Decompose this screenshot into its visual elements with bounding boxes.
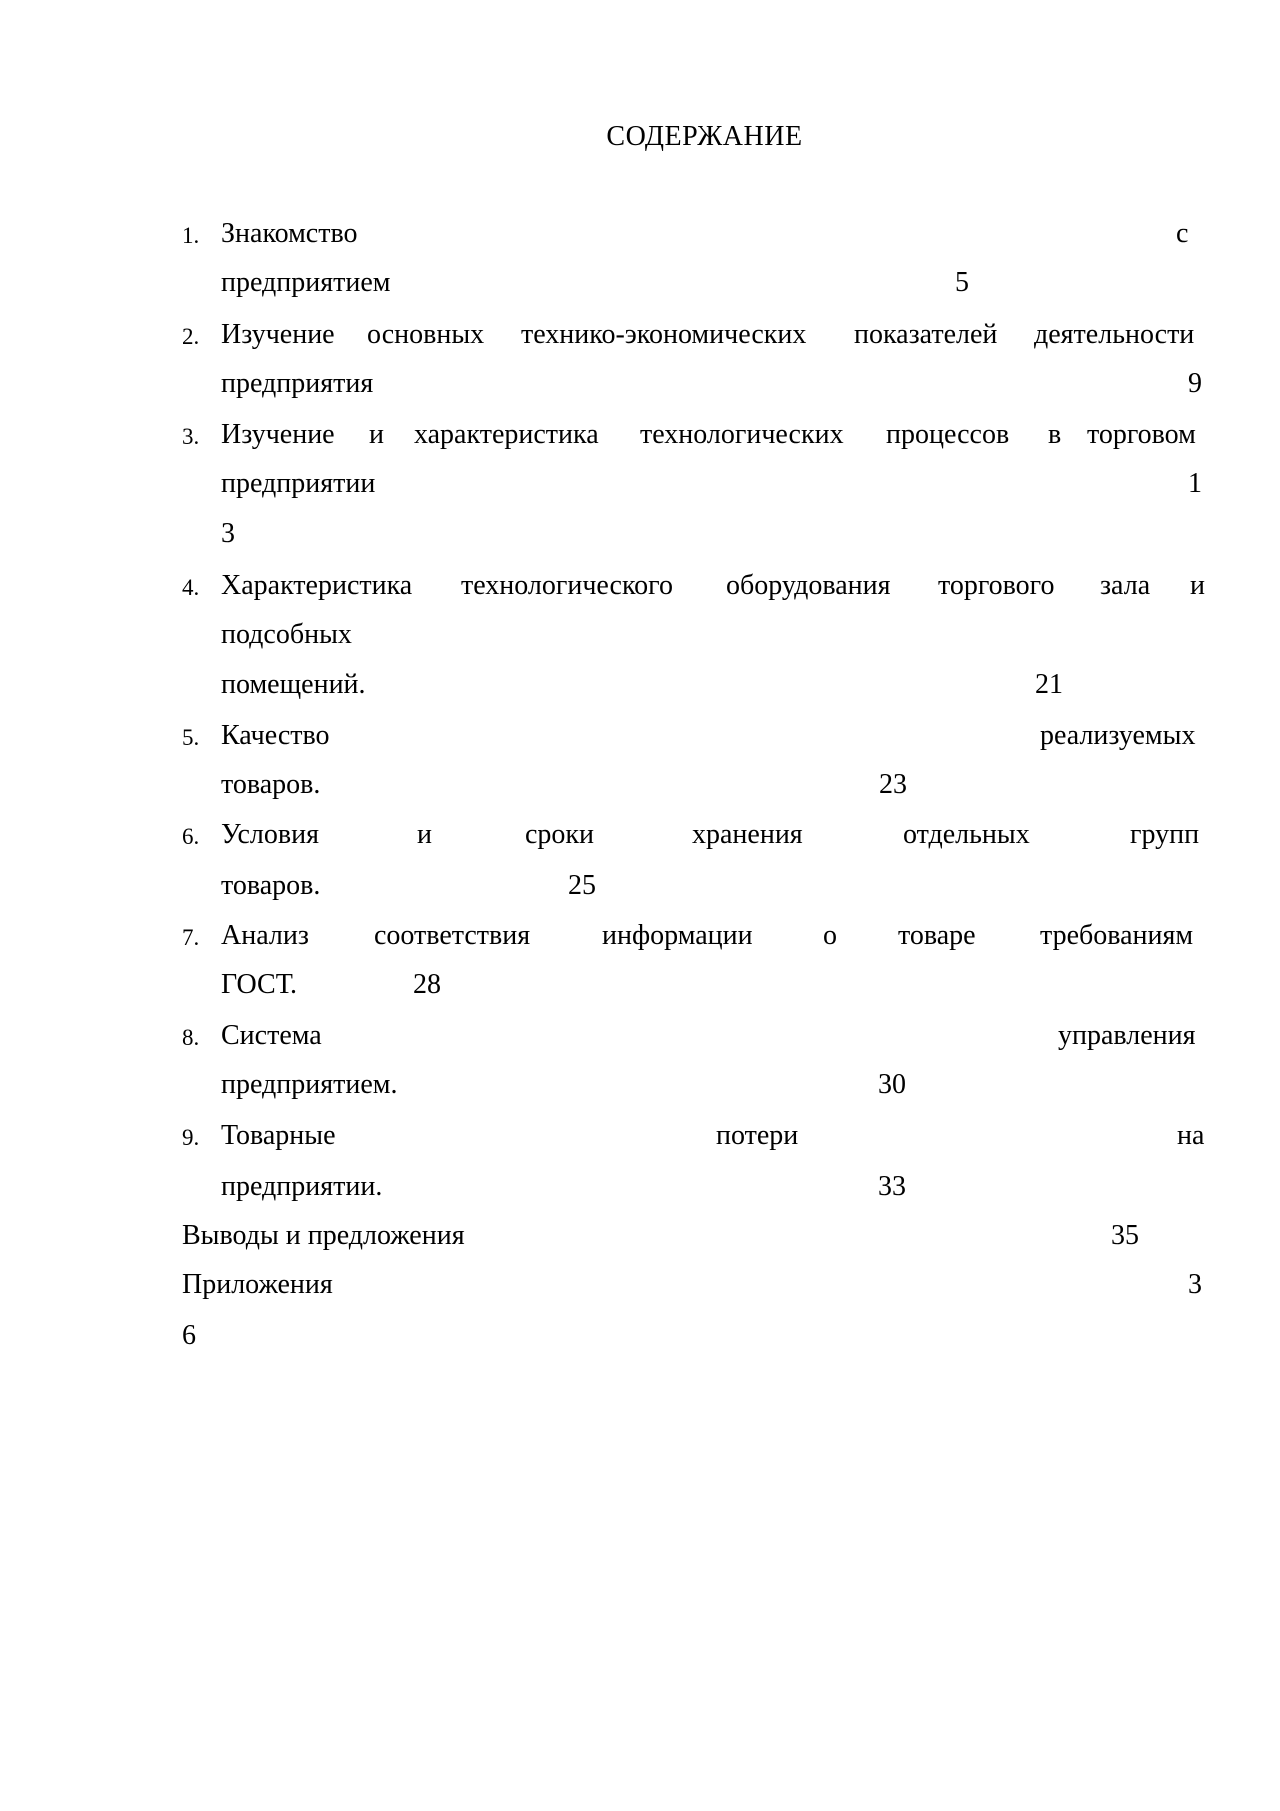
toc-item-word: Знакомство: [221, 218, 358, 249]
toc-item-word: Изучение: [221, 419, 335, 450]
toc-item-word: Характеристика: [221, 570, 413, 601]
toc-item-text: ГОСТ.: [221, 969, 298, 1000]
toc-item-page: 3: [221, 518, 235, 549]
toc-appendix-text: Приложения: [182, 1269, 333, 1300]
toc-item-page: 1: [1188, 468, 1202, 499]
toc-item-word: о: [823, 920, 837, 951]
toc-item-word: технико-экономических: [521, 319, 807, 350]
toc-conclusions-page: 35: [1111, 1220, 1139, 1251]
toc-item-word: и: [369, 419, 384, 450]
toc-item-number: 9.: [182, 1125, 200, 1150]
toc-item-word: Система: [221, 1020, 322, 1051]
toc-item-word: на: [1177, 1120, 1205, 1151]
toc-item-number: 7.: [182, 925, 200, 950]
toc-item-word: торгового: [938, 570, 1055, 601]
toc-item-text: помещений.: [221, 669, 366, 700]
toc-item-word: процессов: [886, 419, 1010, 450]
toc-item-word: Условия: [221, 819, 319, 850]
toc-item-number: 3.: [182, 424, 200, 449]
toc-item-word: и: [417, 819, 432, 850]
toc-item-page: 9: [1188, 368, 1202, 399]
toc-item-text: предприятием.: [221, 1069, 398, 1100]
toc-item-text: предприятия: [221, 368, 374, 399]
toc-item-number: 6.: [182, 824, 200, 849]
toc-item-word: товаре: [898, 920, 976, 951]
toc-item-word: групп: [1130, 819, 1200, 850]
toc-item-number: 2.: [182, 324, 200, 349]
toc-item-page: 33: [878, 1171, 906, 1202]
toc-item-word: характеристика: [414, 419, 599, 450]
toc-item-word: Изучение: [221, 319, 335, 350]
toc-appendix-page: 3: [1188, 1269, 1202, 1300]
toc-item-word: технологического: [461, 570, 673, 601]
toc-item-word: Анализ: [221, 920, 309, 951]
toc-item-word: информации: [602, 920, 753, 951]
toc-item-page: 23: [879, 769, 907, 800]
toc-item-text: предприятием: [221, 267, 391, 298]
toc-item-word: с: [1176, 218, 1189, 249]
toc-item-number: 5.: [182, 725, 200, 750]
toc-item-text: предприятии: [221, 468, 376, 499]
toc-item-page: 5: [955, 267, 969, 298]
toc-item-text: предприятии.: [221, 1171, 383, 1202]
toc-item-word: зала: [1100, 570, 1151, 601]
toc-item-number: 4.: [182, 575, 200, 600]
toc-item-word: и: [1190, 570, 1205, 601]
toc-item-word: оборудования: [726, 570, 891, 601]
toc-item-page: 21: [1035, 669, 1063, 700]
toc-title: СОДЕРЖАНИЕ: [606, 121, 803, 152]
toc-item-page: 30: [878, 1069, 906, 1100]
toc-item-word: в: [1048, 419, 1062, 450]
toc-item-number: 1.: [182, 223, 200, 248]
toc-item-number: 8.: [182, 1025, 200, 1050]
toc-item-page: 25: [568, 870, 596, 901]
toc-item-word: отдельных: [903, 819, 1030, 850]
toc-item-word: соответствия: [374, 920, 531, 951]
toc-item-word: сроки: [525, 819, 595, 850]
toc-item-word: хранения: [692, 819, 803, 850]
toc-item-word: потери: [716, 1120, 799, 1151]
toc-item-text: подсобных: [221, 619, 352, 650]
toc-item-word: основных: [367, 319, 485, 350]
toc-item-word: показателей: [854, 319, 998, 350]
toc-item-word: технологических: [640, 419, 844, 450]
toc-item-word: требованиям: [1040, 920, 1194, 951]
toc-item-page: 28: [413, 969, 441, 1000]
toc-conclusions-text: Выводы и предложения: [182, 1220, 465, 1251]
toc-item-word: реализуемых: [1040, 720, 1196, 751]
toc-item-word: торговом: [1087, 419, 1196, 450]
toc-item-word: деятельности: [1034, 319, 1195, 350]
toc-item-word: Товарные: [221, 1120, 336, 1151]
toc-item-text: товаров.: [221, 769, 321, 800]
toc-item-text: товаров.: [221, 870, 321, 901]
toc-item-word: Качество: [221, 720, 330, 751]
toc-appendix-page: 6: [182, 1320, 196, 1351]
toc-item-word: управления: [1058, 1020, 1196, 1051]
